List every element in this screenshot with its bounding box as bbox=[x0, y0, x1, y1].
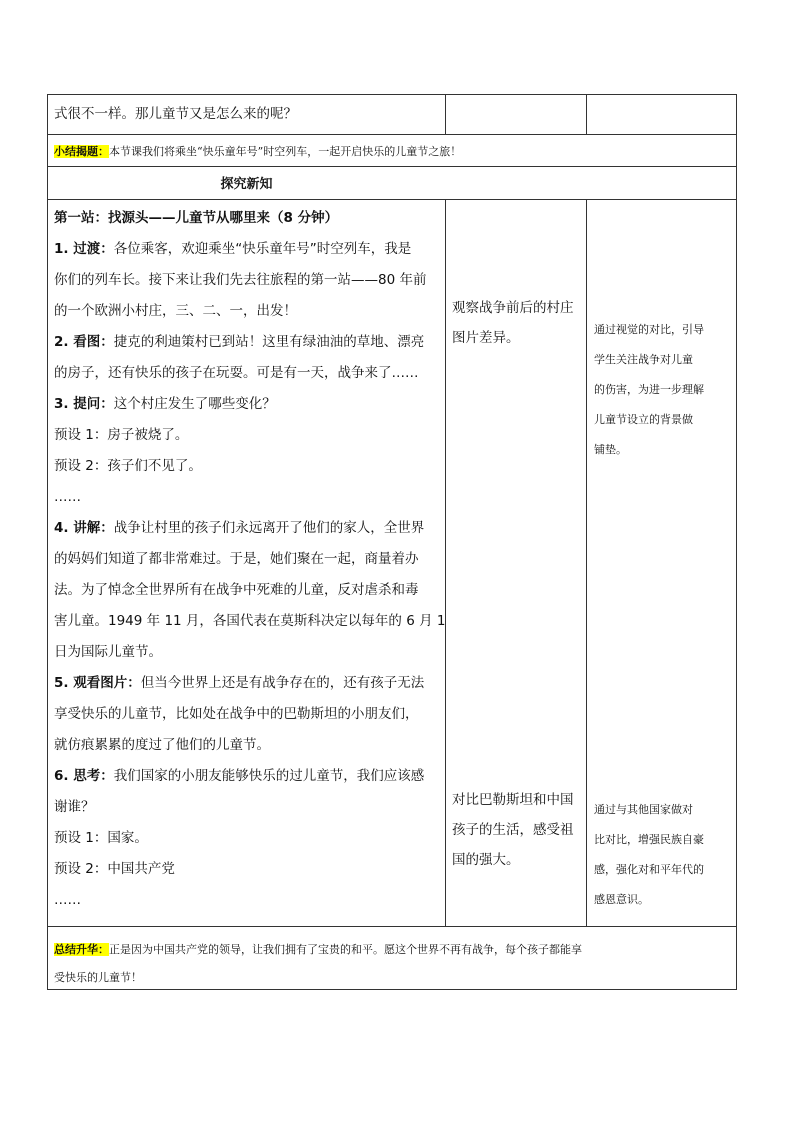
content-line bbox=[54, 296, 445, 327]
content-line bbox=[54, 699, 445, 730]
student-2-line: 孩子的生活，感受祖 bbox=[452, 822, 574, 838]
content-line-text: 你们的列车长。接下来让我们先去往旅程的第一站——80 年前 bbox=[54, 272, 427, 288]
content-line bbox=[54, 451, 445, 482]
lesson-plan-table bbox=[47, 94, 737, 990]
end-summary-line1: 正是因为中国共产党的领导，让我们拥有了宝贵的和平。愿这个世界不再有战争，每个孩子都能享 bbox=[109, 943, 582, 956]
content-line-text: 各位乘客，欢迎乘坐“快乐童年号”时空列车，我是 bbox=[113, 241, 412, 257]
content-line-heading: 3. 提问： bbox=[54, 396, 114, 412]
content-line-heading: 6. 思考： bbox=[54, 768, 114, 784]
content-line bbox=[54, 327, 445, 358]
content-line-text: 法。为了悼念全世界所有在战争中死难的儿童，反对虐杀和毒 bbox=[54, 582, 419, 598]
content-line-text: 预设 2：中国共产党 bbox=[54, 861, 175, 877]
section-title: 探究新知 bbox=[220, 177, 273, 192]
content-line-text: 预设 2：孩子们不见了。 bbox=[54, 458, 202, 474]
student-activity-1 bbox=[452, 293, 574, 353]
content-line bbox=[54, 668, 445, 699]
design-intent-2 bbox=[594, 795, 729, 915]
content-line-heading: 2. 看图： bbox=[54, 334, 114, 350]
content-line-text: 害儿童。1949 年 11 月，各国代表在莫斯科决定以每年的 6 月 1 bbox=[54, 613, 446, 629]
content-line-heading: 4. 讲解： bbox=[54, 520, 114, 536]
content-line bbox=[54, 358, 445, 389]
intent-2-line: 通过与其他国家做对 bbox=[594, 803, 693, 816]
design-intent-1 bbox=[594, 315, 729, 465]
content-line-heading: 第一站：找源头——儿童节从哪里来（8 分钟） bbox=[54, 210, 339, 226]
main-content bbox=[54, 203, 445, 916]
student-2-line: 对比巴勒斯坦和中国 bbox=[452, 792, 574, 808]
end-summary-label: 总结升华： bbox=[54, 943, 109, 956]
intent-1-line: 儿童节设立的背景做 bbox=[594, 413, 693, 426]
content-line bbox=[54, 203, 445, 234]
content-line bbox=[54, 606, 445, 637]
content-line bbox=[54, 420, 445, 451]
content-line bbox=[54, 389, 445, 420]
student-1-line: 图片差异。 bbox=[452, 330, 520, 346]
content-line-text: 享受快乐的儿童节，比如处在战争中的巴勒斯坦的小朋友们， bbox=[54, 706, 419, 722]
student-1-line: 观察战争前后的村庄 bbox=[452, 300, 574, 316]
end-summary-line2: 受快乐的儿童节！ bbox=[54, 971, 142, 984]
content-line-text: 战争让村里的孩子们永远离开了他们的家人，全世界 bbox=[113, 520, 425, 536]
intent-2-line: 感恩意识。 bbox=[594, 893, 649, 906]
row-divider bbox=[48, 134, 736, 135]
content-line-text: …… bbox=[54, 892, 81, 908]
content-line-text: 但当今世界上还是有战争存在的，还有孩子无法 bbox=[140, 675, 425, 691]
content-line bbox=[54, 885, 445, 916]
intent-1-line: 的伤害，为进一步理解 bbox=[594, 383, 704, 396]
row-divider bbox=[48, 199, 736, 200]
content-line-text: 的一个欧洲小村庄，三、二、一，出发！ bbox=[54, 303, 297, 319]
col-divider bbox=[586, 95, 587, 134]
row-divider bbox=[48, 166, 736, 167]
intro-summary-text: 本节课我们将乘坐“快乐童年号”时空列车，一起开启快乐的儿童节之旅！ bbox=[109, 145, 462, 158]
intro-summary bbox=[54, 143, 461, 159]
row-divider bbox=[48, 926, 736, 927]
content-line bbox=[54, 637, 445, 668]
content-line bbox=[54, 761, 445, 792]
col-divider bbox=[586, 199, 587, 926]
top-row-text: 式很不一样。那儿童节又是怎么来的呢？ bbox=[54, 106, 297, 122]
intro-summary-label: 小结揭题： bbox=[54, 145, 109, 158]
content-line-text: …… bbox=[54, 489, 81, 505]
content-line-text: 的妈妈们知道了都非常难过。于是，她们聚在一起，商量着办 bbox=[54, 551, 419, 567]
content-line bbox=[54, 234, 445, 265]
content-line bbox=[54, 513, 445, 544]
content-line-text: 我们国家的小朋友能够快乐的过儿童节，我们应该感 bbox=[113, 768, 425, 784]
content-line-text: 就仿痕累累的度过了他们的儿童节。 bbox=[54, 737, 270, 753]
content-line-text: 预设 1：房子被烧了。 bbox=[54, 427, 189, 443]
content-line bbox=[54, 482, 445, 513]
content-line-heading: 5. 观看图片： bbox=[54, 675, 141, 691]
content-line bbox=[54, 823, 445, 854]
student-2-line: 国的强大。 bbox=[452, 852, 520, 868]
content-line-text: 日为国际儿童节。 bbox=[54, 644, 162, 660]
content-line bbox=[54, 265, 445, 296]
intent-1-line: 铺垫。 bbox=[594, 443, 627, 456]
content-line-text: 捷克的利迪策村已到站！这里有绿油油的草地、漂亮 bbox=[113, 334, 425, 350]
content-line bbox=[54, 854, 445, 885]
content-line bbox=[54, 730, 445, 761]
intent-1-line: 通过视觉的对比，引导 bbox=[594, 323, 704, 336]
content-line-text: 的房子，还有快乐的孩子在玩耍。可是有一天，战争来了…… bbox=[54, 365, 419, 381]
content-line-text: 这个村庄发生了哪些变化？ bbox=[113, 396, 276, 412]
end-summary bbox=[54, 936, 582, 992]
col-divider bbox=[445, 95, 446, 134]
student-activity-2 bbox=[452, 785, 574, 875]
content-line bbox=[54, 544, 445, 575]
intent-1-line: 学生关注战争对儿童 bbox=[594, 353, 693, 366]
content-line-text: 谢谁？ bbox=[54, 799, 95, 815]
content-line bbox=[54, 792, 445, 823]
intent-2-line: 感，强化对和平年代的 bbox=[594, 863, 704, 876]
intent-2-line: 比对比，增强民族自豪 bbox=[594, 833, 704, 846]
content-line-text: 预设 1：国家。 bbox=[54, 830, 148, 846]
content-line-heading: 1. 过渡： bbox=[54, 241, 114, 257]
content-line bbox=[54, 575, 445, 606]
